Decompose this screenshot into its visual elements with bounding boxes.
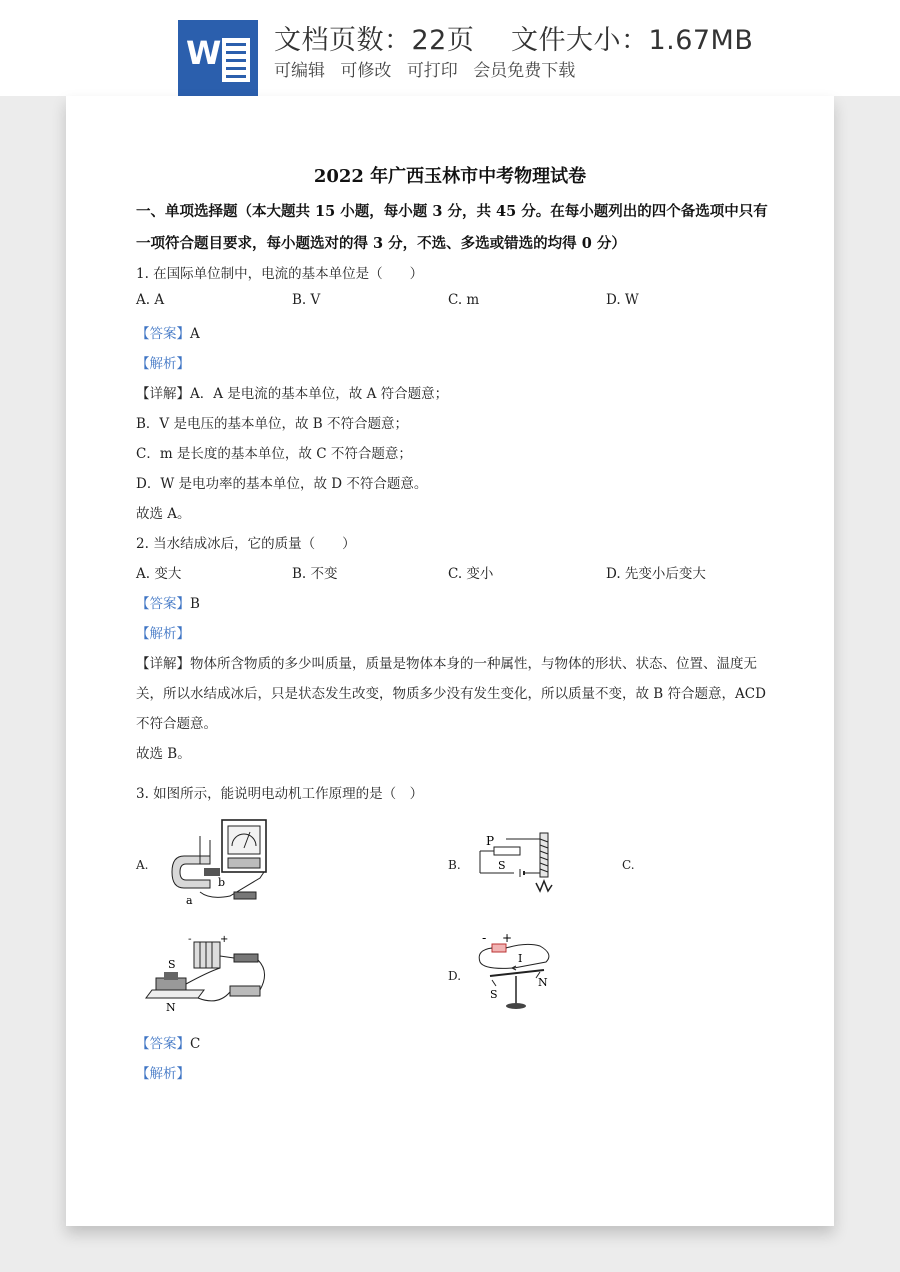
q2-detail-line: 【详解】物体所含物质的多少叫质量，质量是物体本身的一种属性，与物体的形状、状态、位置、温度无 — [136, 656, 757, 672]
fig-d-label-i: I — [518, 952, 523, 965]
q3-option-d-label: D. — [448, 969, 462, 983]
q3-option-b-label: B. — [448, 858, 461, 872]
q3-figure-d — [470, 932, 560, 1014]
fig-d-label-plus: + — [502, 932, 513, 945]
q1-option-a: A. A — [136, 292, 165, 308]
q1-conclusion: 故选 A。 — [136, 506, 191, 522]
q1-option-d: D. W — [606, 292, 639, 308]
q1-detail-line: B．V 是电压的基本单位，故 B 不符合题意； — [136, 416, 408, 432]
q3-option-a-label: A. — [136, 858, 149, 872]
fig-a-label-b: b — [218, 876, 226, 889]
question-2-stem: 2. 当水结成冰后，它的质量（ ） — [136, 536, 356, 552]
q1-detail-line: D．W 是电功率的基本单位，故 D 不符合题意。 — [136, 476, 428, 492]
word-document-icon: W — [178, 20, 258, 96]
q2-answer: 【答案】B — [136, 596, 200, 612]
q1-option-b: B. V — [292, 292, 321, 308]
q2-option-a: A. 变大 — [136, 566, 182, 582]
q1-option-c: C. m — [448, 292, 480, 308]
feature-printable: 可打印 — [406, 61, 458, 81]
fig-c-label-n: N — [166, 1001, 176, 1014]
q2-option-c: C. 变小 — [448, 566, 494, 582]
q2-analysis-tag: 【解析】 — [136, 626, 190, 642]
fig-d-label-minus: - — [482, 932, 487, 945]
question-3-stem: 3. 如图所示，能说明电动机工作原理的是（ ） — [136, 786, 424, 802]
fig-c-label-plus: + — [220, 934, 229, 945]
q1-detail-line: 【详解】A．A 是电流的基本单位，故 A 符合题意； — [136, 386, 449, 402]
feature-list — [274, 56, 585, 81]
feature-member-download: 会员免费下载 — [473, 61, 576, 81]
q3-analysis-tag: 【解析】 — [136, 1066, 190, 1082]
q1-answer: 【答案】A — [136, 326, 200, 342]
file-info-title: 文档页数：22页 文件大小：1.67MB — [274, 25, 754, 56]
q3-option-c-label: C. — [622, 858, 635, 872]
fig-d-label-s: S — [490, 988, 498, 1001]
q2-detail-line: 不符合题意。 — [136, 716, 217, 732]
document-page — [66, 96, 834, 1226]
fig-b-label-s: S — [498, 859, 506, 872]
q2-option-d: D. 先变小后变大 — [606, 566, 706, 582]
section-heading: 一、单项选择题（本大题共 15 小题，每小题 3 分，共 45 分。在每小题列出的四个备选项中只有一项符合题目要求，每小题选对的得 3 分，不选、多选或错选的均得 0 分） — [136, 203, 768, 252]
q1-detail-line: C．m 是长度的基本单位，故 C 不符合题意； — [136, 446, 412, 462]
q3-answer: 【答案】C — [136, 1036, 201, 1052]
q1-analysis-tag: 【解析】 — [136, 356, 190, 372]
fig-c-label-s: S — [168, 958, 176, 971]
document-title: 2022 年广西玉林市中考物理试卷 — [313, 166, 587, 187]
q2-conclusion: 故选 B。 — [136, 746, 191, 762]
q3-figure-b — [470, 831, 570, 901]
fig-d-label-n: N — [538, 976, 548, 989]
fig-b-label-p: P — [486, 834, 495, 848]
q2-detail-line: 关，所以水结成冰后，只是状态发生改变，物质多少没有发生变化，所以质量不变，故 B 符合题意，ACD — [136, 686, 766, 702]
q2-option-b: B. 不变 — [292, 566, 338, 582]
q3-figure-c — [138, 932, 273, 1014]
download-banner — [0, 0, 900, 96]
q3-figure-a — [170, 816, 270, 911]
feature-editable: 可编辑 — [274, 61, 325, 81]
feature-modifiable: 可修改 — [340, 61, 392, 81]
fig-c-label-minus: - — [188, 934, 192, 945]
question-1-stem: 1. 在国际单位制中，电流的基本单位是（ ） — [136, 266, 424, 282]
fig-a-label-a: a — [186, 894, 193, 907]
